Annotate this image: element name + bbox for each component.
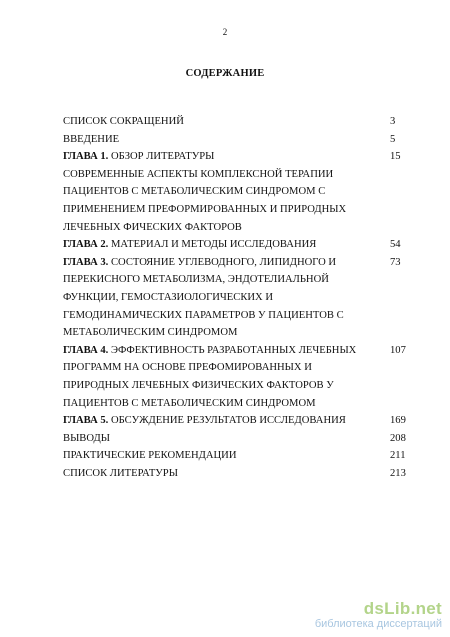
toc-entry-chapter-4 xyxy=(63,342,415,412)
toc-entry-page: 211 xyxy=(390,450,406,462)
watermark-subtitle: библиотека диссертаций xyxy=(314,618,442,630)
dslib-watermark xyxy=(315,599,442,631)
toc-entry-recommendations xyxy=(63,447,415,465)
toc-entry-title: ВЫВОДЫ xyxy=(63,432,110,444)
page-number: 2 xyxy=(222,27,228,37)
toc-entry-title: СПИСОК ЛИТЕРАТУРЫ xyxy=(63,467,178,479)
toc-entry-references xyxy=(63,465,415,483)
toc-entry-page: 5 xyxy=(390,133,396,145)
toc-entry-chapter-1 xyxy=(63,148,415,236)
toc-entry-title: МАТЕРИАЛ И МЕТОДЫ ИССЛЕДОВАНИЯ xyxy=(108,239,317,251)
watermark-logo: dsLib.net xyxy=(363,599,442,618)
toc-entry-prefix: ГЛАВА 3. xyxy=(63,256,109,268)
toc-entry-conclusions xyxy=(63,430,415,448)
toc-entry-chapter-2 xyxy=(63,236,415,254)
toc-entry-chapter-5 xyxy=(63,412,415,430)
toc-entry-page: 3 xyxy=(390,116,396,127)
toc-entry-page: 73 xyxy=(390,256,401,268)
toc-entry-title: СПИСОК СОКРАЩЕНИЙ xyxy=(63,116,184,127)
toc-entry-abbreviations xyxy=(63,113,415,131)
toc-entry-page: 54 xyxy=(390,239,401,251)
toc-entry-page: 169 xyxy=(390,415,406,427)
toc-entry-title: ЭФФЕКТИВНОСТЬ РАЗРАБОТАННЫХ ЛЕЧЕБНЫХ ПРОГРАММ НА ОСНОВЕ ПРЕФОМИРОВАННЫХ И ПРИРОДНЫХ ЛЕЧЕБНЫХ ФИЗИЧЕСКИХ ФАКТОРОВ У ПАЦИЕНТОВ С МЕТАБОЛИЧЕСКИМ СИНДРОМОМ xyxy=(63,344,357,409)
toc-entry-page: 107 xyxy=(390,344,406,356)
toc-entry-prefix: ГЛАВА 5. xyxy=(63,415,109,427)
toc-entry-title: ВВЕДЕНИЕ xyxy=(63,133,120,145)
toc-entry-page: 213 xyxy=(390,467,406,479)
toc-entry-title: ПРАКТИЧЕСКИЕ РЕКОМЕНДАЦИИ xyxy=(63,450,237,462)
toc-entry-title: ОБЗОР ЛИТЕРАТУРЫ СОВРЕМЕННЫЕ АСПЕКТЫ КОМПЛЕКСНОЙ ТЕРАПИИ ПАЦИЕНТОВ С МЕТАБОЛИЧЕСКИМ СИНДРОМОМ С ПРИМЕНЕНИЕМ ПРЕФОРМИРОВАННЫХ И ПРИРОДНЫХ ЛЕЧЕБНЫХ ФИЧЕСКИХ ФАКТОРОВ xyxy=(63,151,347,233)
toc-entry-prefix: ГЛАВА 2. xyxy=(63,239,109,251)
toc-entry-chapter-3 xyxy=(63,254,415,342)
toc-title: СОДЕРЖАНИЕ xyxy=(185,68,265,79)
toc-entry-introduction xyxy=(63,131,415,149)
toc-entry-title: СОСТОЯНИЕ УГЛЕВОДНОГО, ЛИПИДНОГО И ПЕРЕКИСНОГО МЕТАБОЛИЗМА, ЭНДОТЕЛИАЛЬНОЙ ФУНКЦИИ, ГЕМОСТАЗИОЛОГИЧЕСКИХ И ГЕМОДИНАМИЧЕСКИХ ПАРАМЕТРОВ У ПАЦИЕНТОВ С МЕТАБОЛИЧЕСКИМ СИНДРОМОМ xyxy=(63,256,344,339)
toc-entry-page: 208 xyxy=(390,432,406,444)
toc-entry-page: 15 xyxy=(390,151,401,163)
toc-entry-prefix: ГЛАВА 1. xyxy=(63,151,109,163)
table-of-contents xyxy=(63,113,415,482)
toc-entry-title: ОБСУЖДЕНИЕ РЕЗУЛЬТАТОВ ИССЛЕДОВАНИЯ xyxy=(108,415,346,427)
toc-entry-prefix: ГЛАВА 4. xyxy=(63,344,109,356)
